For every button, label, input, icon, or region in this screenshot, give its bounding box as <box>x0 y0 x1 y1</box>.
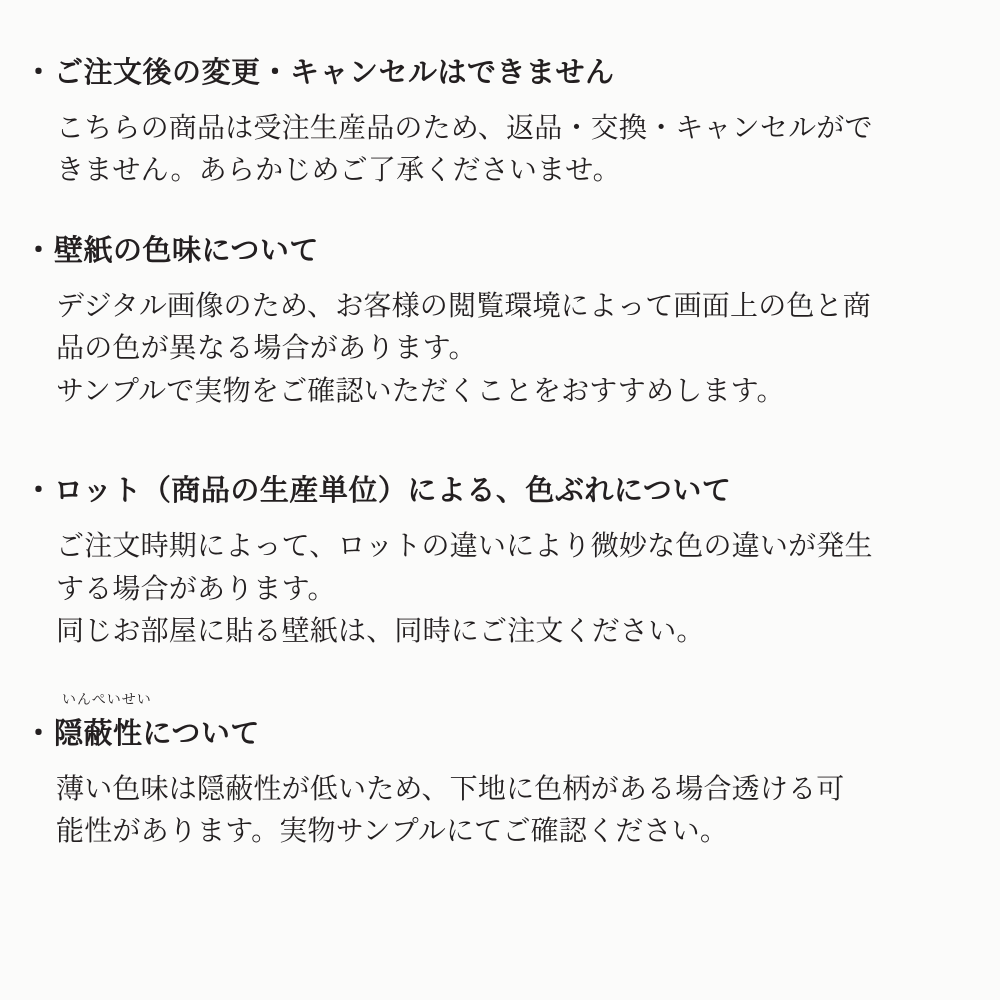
section-heading <box>18 56 970 91</box>
section-opacity <box>18 690 970 853</box>
section-body <box>18 525 970 653</box>
body-line: きません。あらかじめご了承くださいませ。 <box>56 154 621 186</box>
section-lot-color-variation <box>18 474 970 652</box>
body-line: こちらの商品は受注生産品のため、返品・交換・キャンセルがで <box>56 111 873 143</box>
body-line: 同じお部屋に貼る壁紙は、同時にご注文ください。 <box>56 615 705 647</box>
body-line: デジタル画像のため、お客様の閲覧環境によって画面上の色と商 <box>56 289 872 321</box>
bullet-icon: ・ <box>24 234 54 267</box>
ruby-annotation: いんぺいせい <box>62 690 152 707</box>
section-body <box>18 107 970 192</box>
body-line: サンプルで実物をご確認いただくことをおすすめします。 <box>56 374 785 406</box>
section-heading-text: ロット（商品の生産単位）による、色ぶれについて <box>54 475 732 508</box>
section-body <box>18 285 970 413</box>
section-heading-text: 壁紙の色味について <box>54 234 319 267</box>
body-line: 能性があります。実物サンプルにてご確認ください。 <box>56 815 729 847</box>
body-line: する場合があります。 <box>56 572 336 604</box>
section-heading <box>18 474 970 509</box>
body-line: ご注文時期によって、ロットの違いにより微妙な色の違いが発生 <box>56 530 873 562</box>
section-body <box>18 768 970 853</box>
bullet-icon: ・ <box>24 475 54 508</box>
section-heading <box>18 690 970 752</box>
body-line: 品の色が異なる場合があります。 <box>56 332 477 364</box>
section-wallpaper-color <box>18 234 970 412</box>
bullet-icon: ・ <box>24 717 54 750</box>
bullet-icon: ・ <box>24 57 54 89</box>
section-heading-text: 隠蔽性について <box>54 717 260 750</box>
body-line: 薄い色味は隠蔽性が低いため、下地に色柄がある場合透ける可 <box>56 772 845 804</box>
section-order-change <box>18 56 970 192</box>
section-heading-text: ご注文後の変更・キャンセルはできません <box>54 57 615 89</box>
section-heading <box>18 234 970 269</box>
